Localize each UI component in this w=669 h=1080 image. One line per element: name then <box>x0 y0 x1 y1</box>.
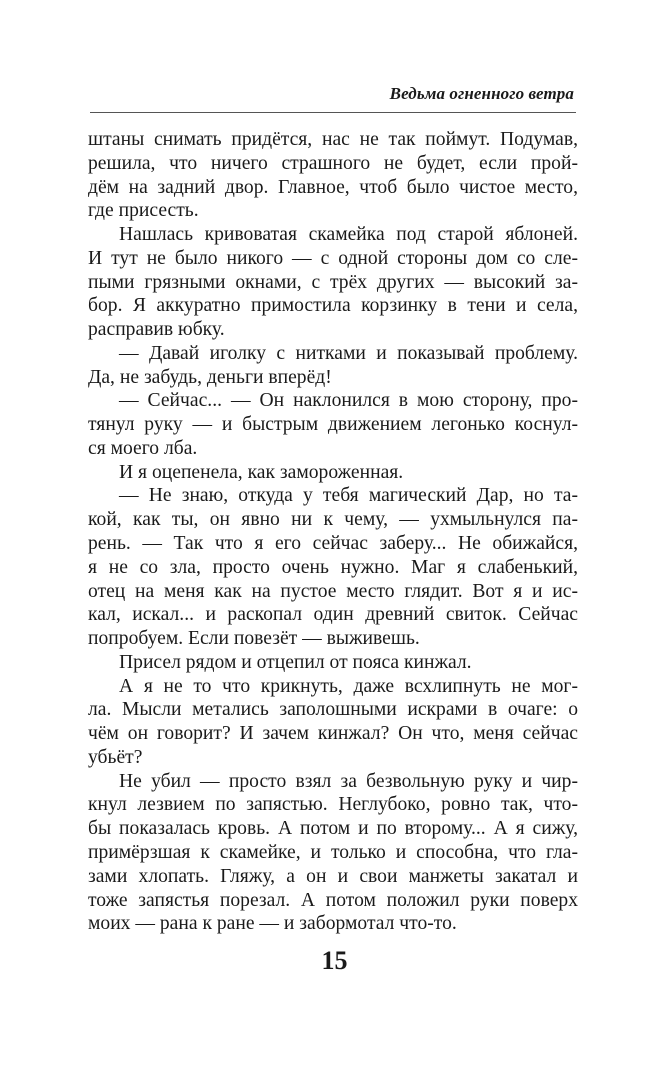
text-line: Нашлась кривоватая скамейка под старой яблоней. <box>119 224 578 246</box>
text-line: дём на задний двор. Главное, чтоб было чистое место, <box>88 176 578 198</box>
text-line: Присел рядом и отцепил от пояса кинжал. <box>119 651 472 673</box>
page-number: 15 <box>321 946 348 975</box>
text-line: бор. Я аккуратно примостила корзинку в тени и села, <box>88 295 578 317</box>
text-line: я не со зла, просто очень нужно. Маг я слабенький, <box>88 556 578 578</box>
text-line: кнул лезвием по запястью. Неглубоко, ровно так, что- <box>88 794 578 816</box>
text-line: тянул руку — и быстрым движением легонько коснул- <box>88 414 578 436</box>
text-line: И я оцепенела, как замороженная. <box>119 461 404 483</box>
text-line: кал, искал... и раскопал один древний свиток. Сейчас <box>88 604 578 626</box>
text-line: — Давай иголку с нитками и показывай проблему. <box>119 342 578 364</box>
text-line: тоже запястья порезал. А потом положил руки поверх <box>88 889 578 911</box>
text-line: И тут не было никого — с одной стороны дом со сле- <box>88 247 578 269</box>
text-line: решила, что ничего страшного не будет, если прой- <box>88 152 578 174</box>
text-line: примёрзшая к скамейке, и только и способна, что гла- <box>88 841 578 863</box>
text-line: моих — рана к ране — и забормотал что-то. <box>88 913 457 935</box>
text-line: бы показалась кровь. А потом и по второму... А я сижу, <box>88 818 578 840</box>
text-line: отец на меня как на пустое место глядит. Вот я и ис- <box>88 580 578 602</box>
running-header-title: Ведьма огненного ветра <box>389 84 574 103</box>
text-line: рень. — Так что я его сейчас заберу... Не обижайся, <box>88 533 578 555</box>
text-line: попробуем. Если повезёт — выживешь. <box>88 628 420 650</box>
text-line: ла. Мысли метались заполошными искрами в очаге: о <box>88 699 578 721</box>
text-line: штаны снимать придётся, нас не так поймут. Подумав, <box>88 129 578 150</box>
text-line: Не убил — просто взял за безвольную руку и чир- <box>119 770 578 792</box>
text-line: ся моего лба. <box>88 437 198 459</box>
text-line: где присесть. <box>88 200 199 222</box>
text-line: пыми грязными окнами, с трёх других — высокий за- <box>88 271 578 293</box>
text-line: зами хлопать. Гляжу, а он и свои манжеты закатал и <box>88 865 578 887</box>
text-line: — Не знаю, откуда у тебя магический Дар, но та- <box>119 485 578 507</box>
text-line: кой, как ты, он явно ни к чему, — ухмыльнулся па- <box>88 509 578 531</box>
text-line: чём он говорит? И зачем кинжал? Он что, меня сейчас <box>88 723 578 745</box>
text-line: — Сейчас... — Он наклонился в мою сторону, про- <box>119 390 578 412</box>
text-line: Да, не забудь, деньги вперёд! <box>88 366 332 388</box>
text-line: расправив юбку. <box>88 319 225 341</box>
text-line: А я не то что крикнуть, даже всхлипнуть не мог- <box>119 675 578 697</box>
running-header <box>90 78 576 113</box>
body-text <box>88 128 578 936</box>
text-line: убьёт? <box>88 746 143 768</box>
